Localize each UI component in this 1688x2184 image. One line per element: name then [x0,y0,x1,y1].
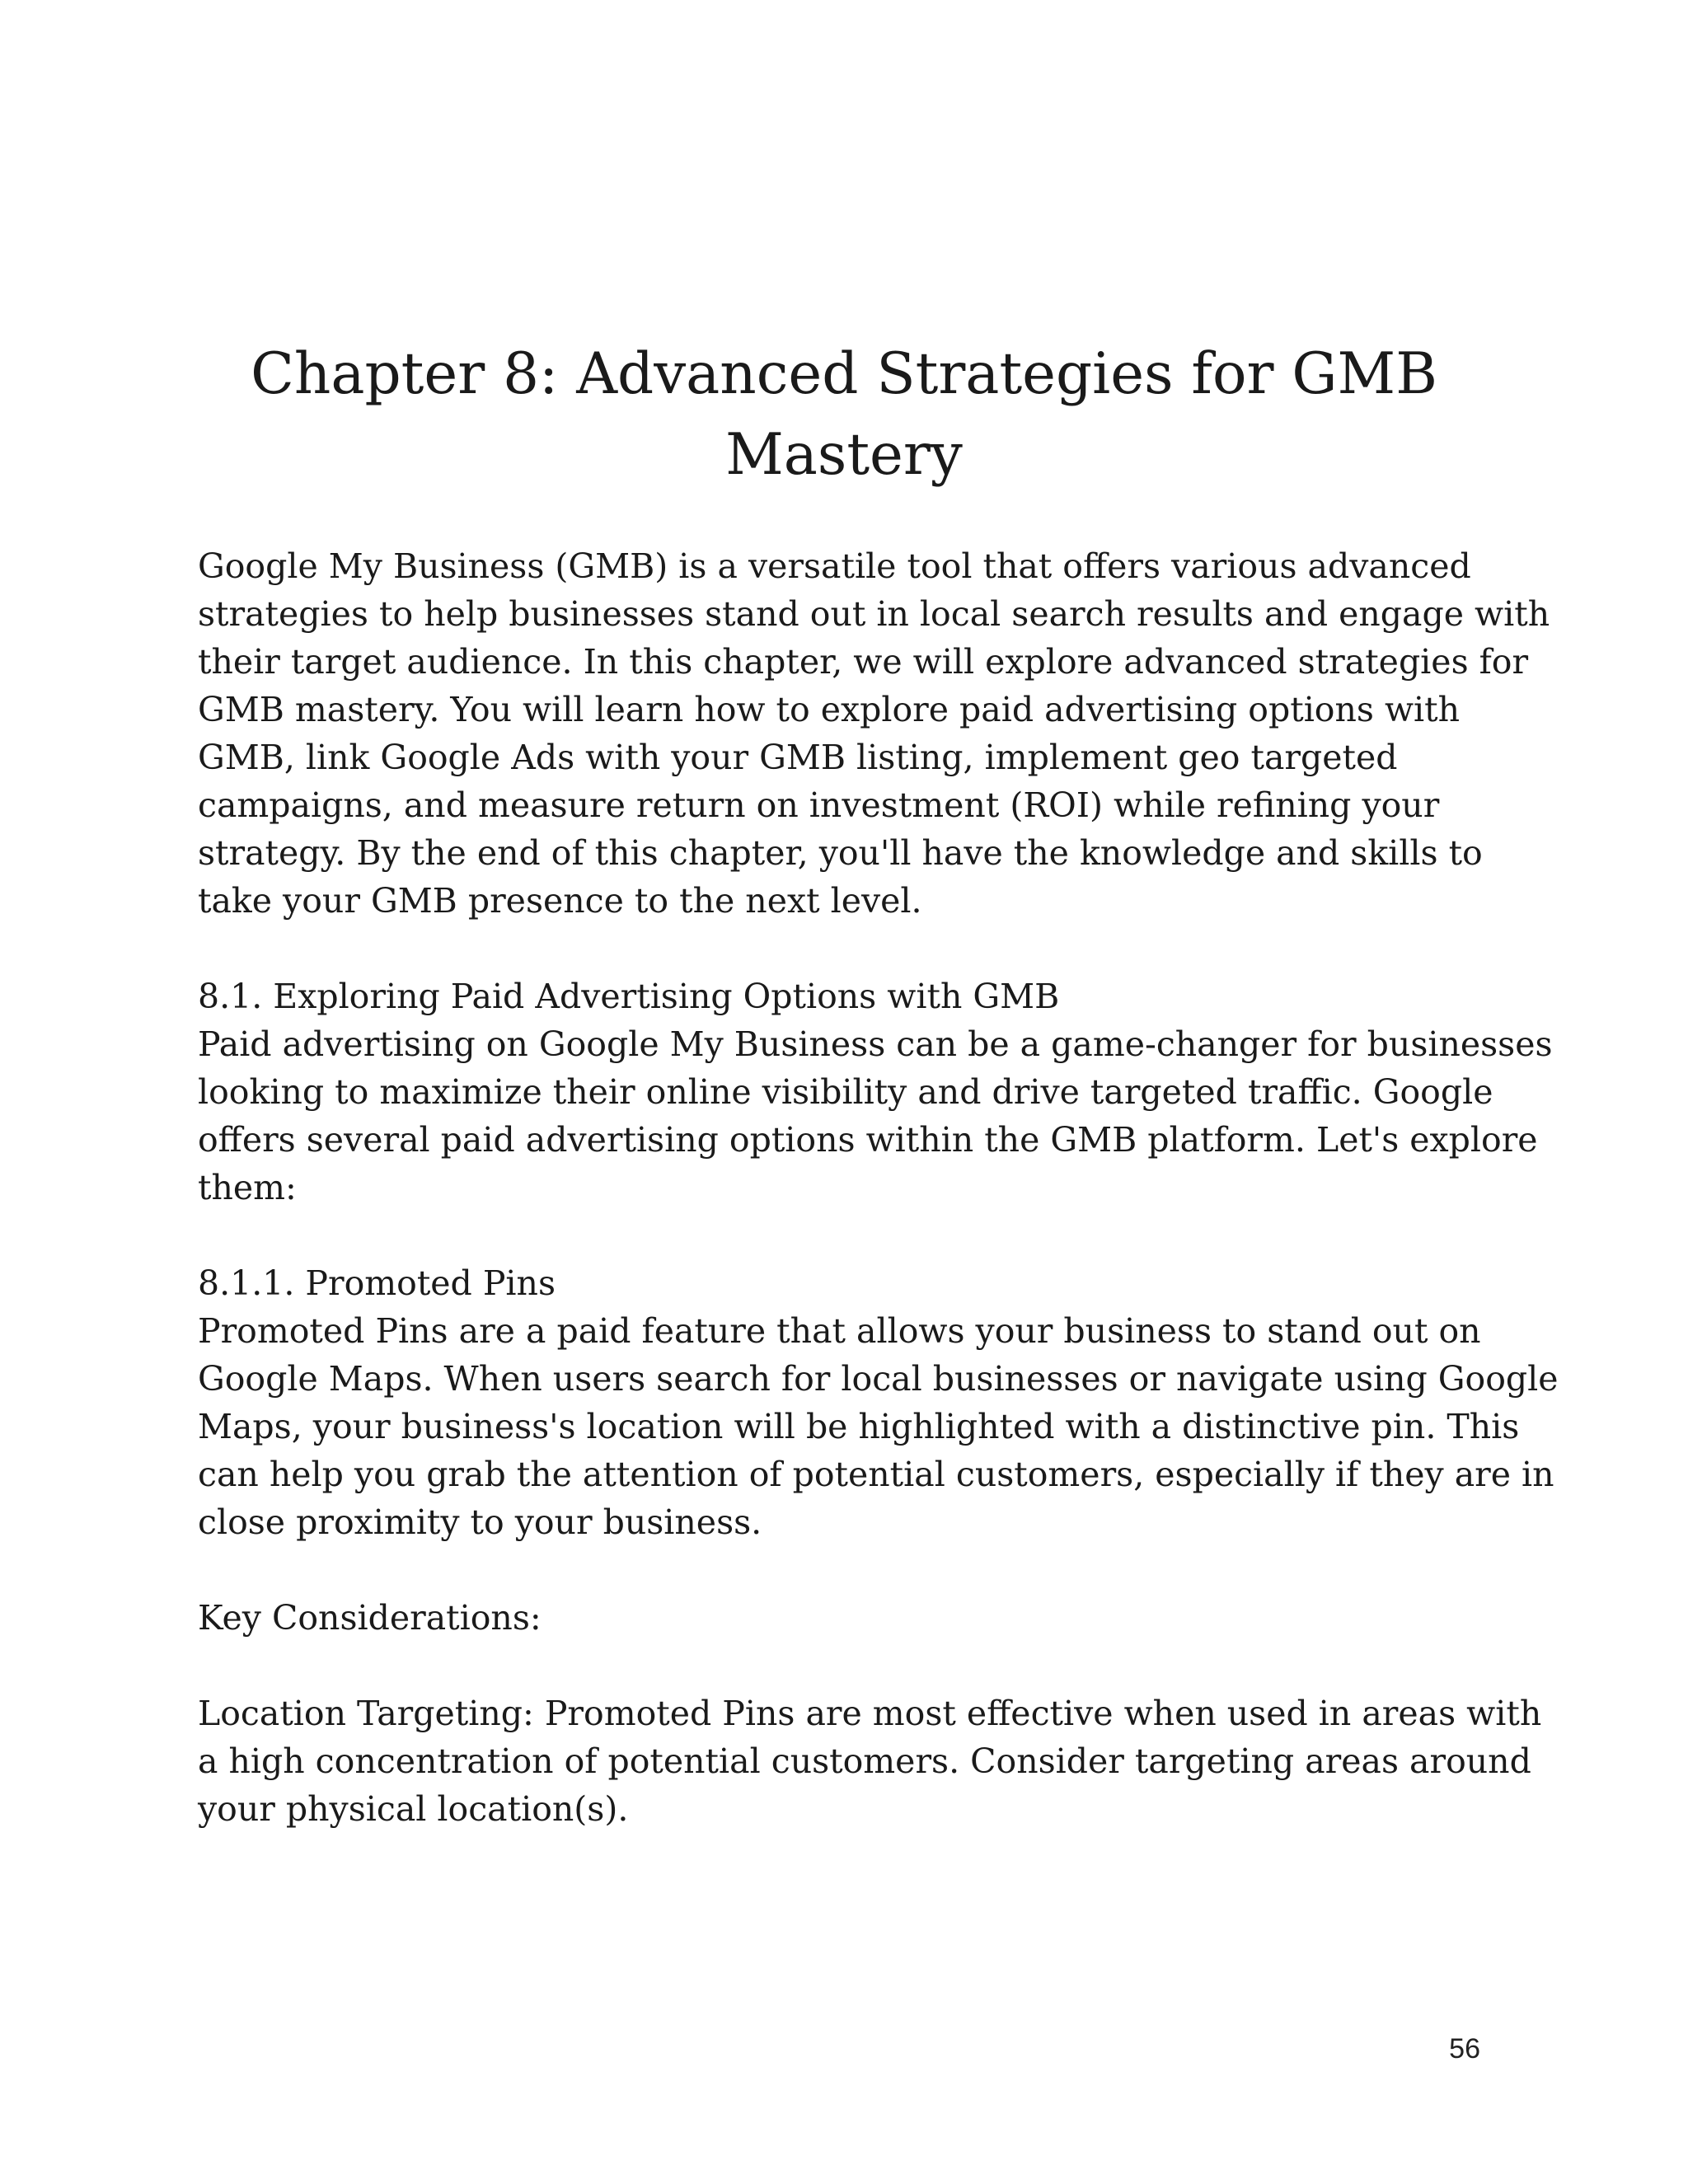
text-line: take your GMB presence to the next level. [198,881,922,921]
text-line: offers several paid advertising options within the GMB platform. Let's explore [198,1120,1538,1160]
text-line: a high concentration of potential customers. Consider targeting areas around [198,1741,1531,1781]
page-number: 56 [1449,2033,1480,2064]
text-line: close proximity to your business. [198,1502,762,1542]
text-line: strategy. By the end of this chapter, you'll have the knowledge and skills to [198,833,1483,873]
text-line: Promoted Pins are a paid feature that allows your business to stand out on [198,1311,1481,1351]
section-8-1 [198,972,1553,1212]
document-body [198,542,1559,1881]
text-line: Google My Business (GMB) is a versatile tool that offers various advanced [198,546,1471,586]
text-line: GMB, link Google Ads with your GMB listing, implement geo targeted [198,738,1398,777]
section-heading: 8.1. Exploring Paid Advertising Options with GMB [198,977,1060,1016]
text-line: Location Targeting: Promoted Pins are most effective when used in areas with [198,1694,1542,1733]
location-targeting-paragraph [198,1690,1542,1833]
text-line: Key Considerations: [198,1598,542,1638]
chapter-title-line: Mastery [725,422,963,488]
text-line: Maps, your business's location will be highlighted with a distinctive pin. This [198,1407,1520,1446]
text-line: campaigns, and measure return on investment (ROI) while refining your [198,785,1440,825]
intro-paragraph [198,542,1550,925]
subsection-heading: 8.1.1. Promoted Pins [198,1263,556,1303]
text-line: Paid advertising on Google My Business can be a game-changer for businesses [198,1024,1553,1064]
text-line: their target audience. In this chapter, we will explore advanced strategies for [198,642,1529,682]
chapter-title [198,334,1490,495]
key-considerations-label [198,1594,1508,1642]
text-line: them: [198,1168,297,1207]
text-line: looking to maximize their online visibility and drive targeted traffic. Google [198,1072,1493,1112]
text-line: your physical location(s). [198,1789,629,1829]
chapter-title-line: Chapter 8: Advanced Strategies for GMB [251,341,1437,407]
text-line: strategies to help businesses stand out in local search results and engage with [198,594,1550,634]
section-8-1-1 [198,1259,1559,1546]
text-line: GMB mastery. You will learn how to explore paid advertising options with [198,690,1461,729]
text-line: can help you grab the attention of potential customers, especially if they are in [198,1455,1554,1494]
text-line: Google Maps. When users search for local businesses or navigate using Google [198,1359,1559,1399]
